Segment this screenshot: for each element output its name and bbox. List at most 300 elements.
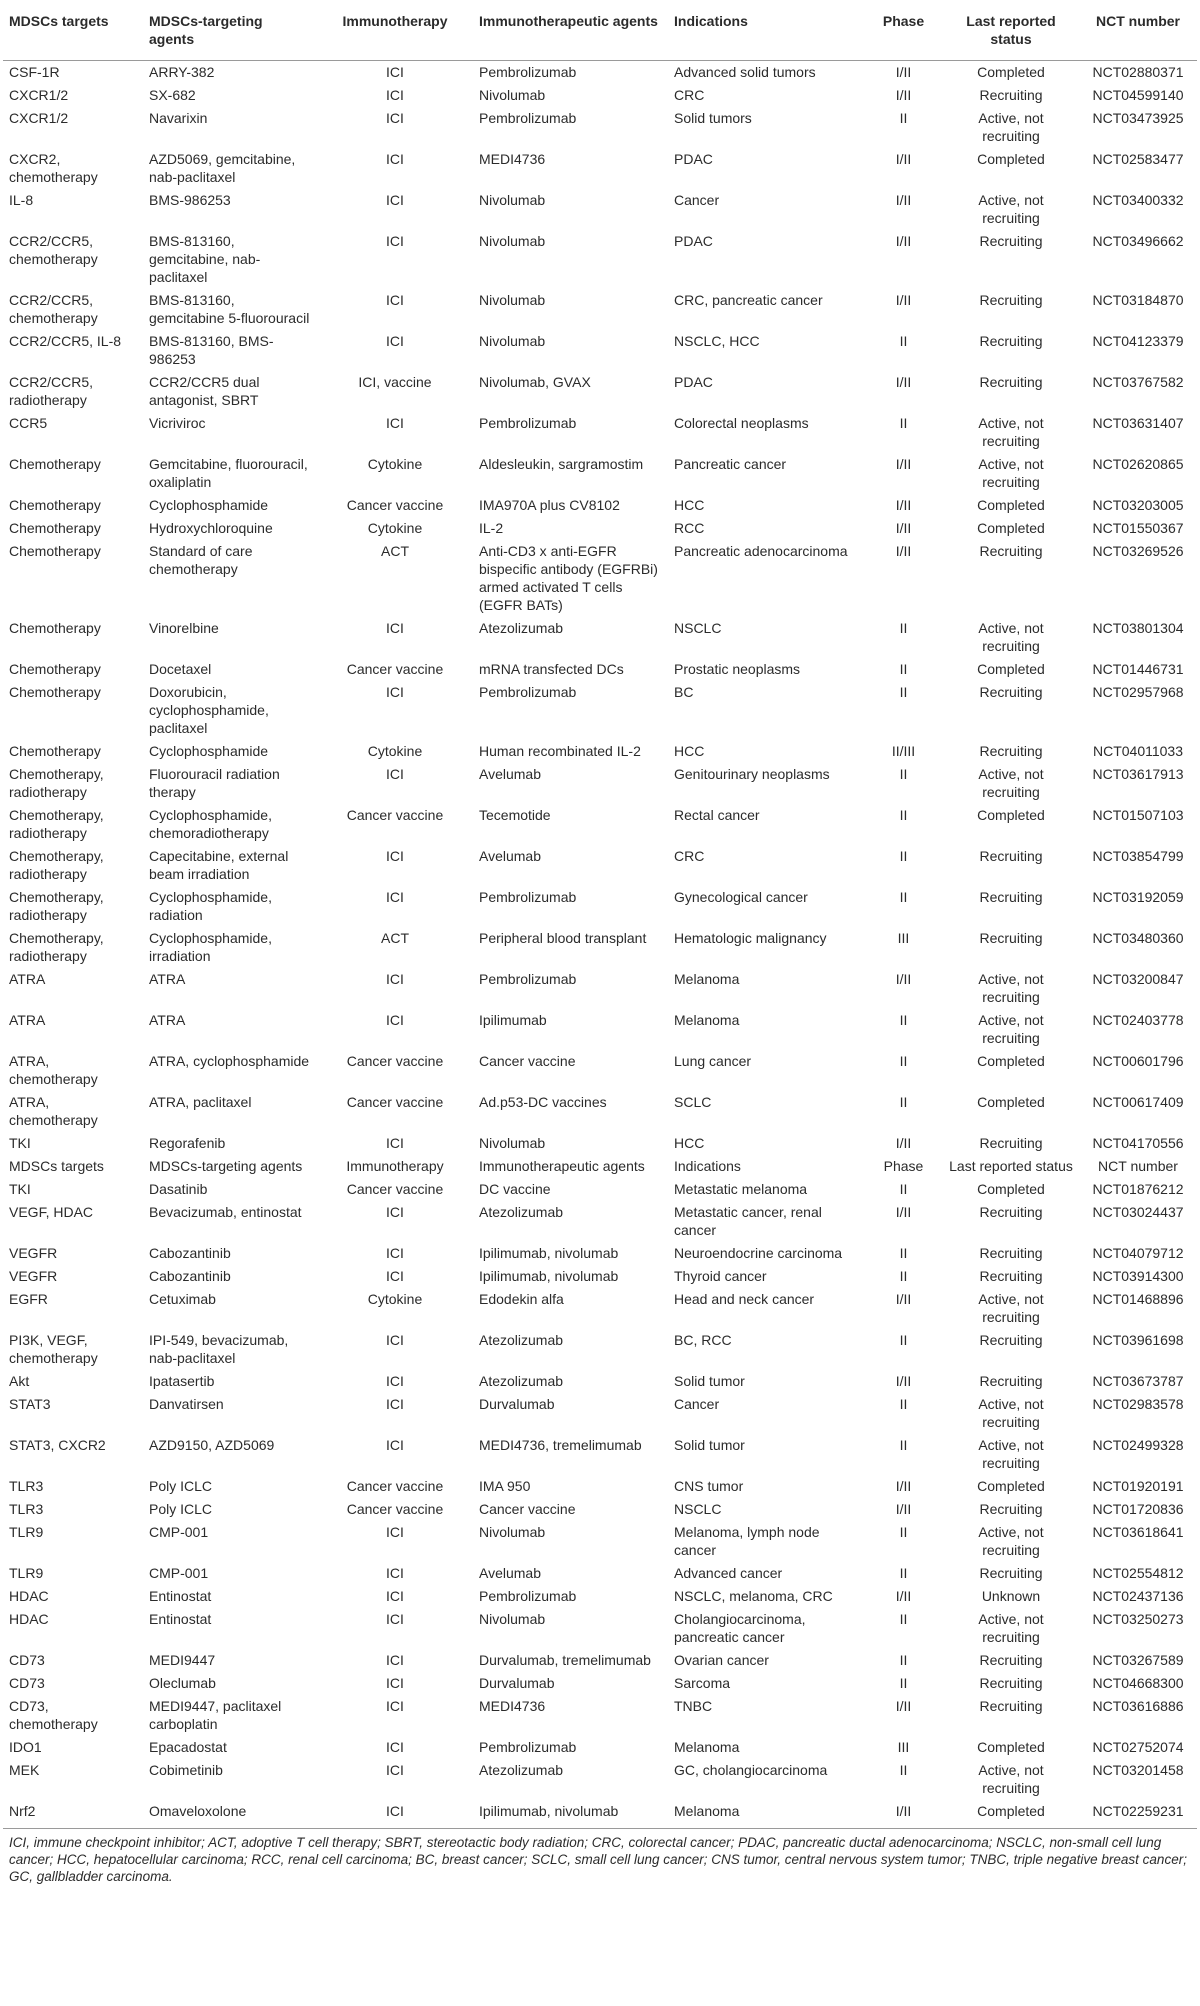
cell-status: Active, not recruiting: [978, 456, 1044, 490]
cell-phase: I/II: [895, 1698, 912, 1714]
table-row: [3, 1132, 1197, 1155]
cell-status: Recruiting: [979, 87, 1043, 103]
cell-status: Recruiting: [979, 1652, 1043, 1668]
cell-mdscs-target: Nrf2: [3, 1800, 143, 1829]
cell-status: Completed: [977, 1181, 1045, 1197]
cell-mdscs-target: Chemotherapy, radiotherapy: [9, 766, 104, 800]
table-row: [3, 1672, 1197, 1695]
table-row: [3, 1800, 1197, 1829]
cell-nct-number: NCT04170556: [1092, 1135, 1184, 1151]
table-row: [3, 1178, 1197, 1201]
cell-nct-number: NCT03473925: [1092, 110, 1184, 126]
header-immunotherapeutic-agents: Immunotherapeutic agents: [473, 0, 668, 61]
cell-status: Active, not recruiting: [978, 1437, 1044, 1471]
cell-status: Completed: [977, 1478, 1045, 1494]
table-row: [3, 804, 1197, 845]
cell-immunotherapy: Cytokine: [367, 1291, 423, 1307]
cell-phase: II: [899, 889, 908, 905]
cell-immunotherapy: Cytokine: [367, 743, 423, 759]
cell-phase: I/II: [895, 1204, 912, 1220]
cell-nct-number: NCT03201458: [1092, 1762, 1184, 1778]
cell-mdscs-target: CCR2/CCR5, chemotherapy: [9, 292, 98, 326]
cell-nct-number: NCT03618641: [1092, 1524, 1184, 1540]
cell-mdscs-target: TLR9: [9, 1524, 44, 1540]
cell-phase: I/II: [895, 64, 912, 80]
cell-mdscs-target: Chemotherapy: [9, 684, 101, 700]
cell-nct-number: NCT03269526: [1092, 543, 1184, 559]
table-row: [3, 681, 1197, 740]
cell-mdscs-target: CXCR1/2: [9, 87, 69, 103]
table-row: [3, 1695, 1197, 1736]
cell-status: Recruiting: [979, 1565, 1043, 1581]
cell-phase: II: [899, 1094, 908, 1110]
cell-immunotherapy: ICI: [386, 1373, 404, 1389]
cell-phase: II: [899, 1332, 908, 1348]
cell-phase: II: [899, 1652, 908, 1668]
cell-mdscs-target: STAT3: [9, 1396, 51, 1412]
cell-status: Recruiting: [979, 848, 1043, 864]
cell-immunotherapeutic-agent: Nivolumab: [479, 233, 546, 249]
cell-immunotherapy: ICI: [386, 1611, 404, 1627]
cell-mdscs-target: Chemotherapy, radiotherapy: [9, 807, 104, 841]
table-row: [3, 968, 1197, 1009]
cell-immunotherapy: ICI: [386, 333, 404, 349]
table-row: [3, 1265, 1197, 1288]
cell-mdscs-target: TKI: [9, 1135, 31, 1151]
cell-targeting-agent: Cyclophosphamide: [149, 497, 269, 513]
cell-immunotherapeutic-agent: Ipilimumab, nivolumab: [473, 1800, 668, 1829]
cell-nct-number: NCT02554812: [1092, 1565, 1184, 1581]
cell-indication: Hematologic malignancy: [674, 930, 827, 946]
cell-immunotherapeutic-agent: Avelumab: [479, 848, 542, 864]
cell-targeting-agent: AZD9150, AZD5069: [149, 1437, 275, 1453]
cell-status: Unknown: [981, 1588, 1041, 1604]
cell-indication: SCLC: [674, 1094, 712, 1110]
cell-mdscs-target: Chemotherapy, radiotherapy: [9, 930, 104, 964]
cell-indication: PDAC: [674, 374, 713, 390]
cell-mdscs-target: HDAC: [9, 1611, 49, 1627]
cell-nct-number: NCT04011033: [1092, 743, 1184, 759]
cell-immunotherapeutic-agent: Ipilimumab, nivolumab: [479, 1245, 619, 1261]
cell-status: Active, not recruiting: [978, 620, 1044, 654]
cell-status: Recruiting: [979, 1332, 1043, 1348]
cell-status: Recruiting: [979, 292, 1043, 308]
cell-targeting-agent: Navarixin: [149, 110, 208, 126]
cell-targeting-agent: MEDI9447, paclitaxel carboplatin: [149, 1698, 282, 1732]
cell-immunotherapy: ICI: [386, 192, 404, 208]
cell-status: Active, not recruiting: [978, 1396, 1044, 1430]
cell-immunotherapeutic-agent: Nivolumab: [479, 87, 546, 103]
cell-phase: II: [899, 1565, 908, 1581]
cell-immunotherapeutic-agent: MEDI4736: [479, 1698, 546, 1714]
cell-indication: HCC: [674, 743, 705, 759]
cell-targeting-agent: Vinorelbine: [149, 620, 219, 636]
cell-targeting-agent: BMS-813160, gemcitabine 5-fluorouracil: [149, 292, 310, 326]
table-row: [3, 1288, 1197, 1329]
cell-immunotherapy: ICI: [386, 1012, 404, 1028]
cell-targeting-agent: Cyclophosphamide, radiation: [149, 889, 272, 923]
cell-indication: Melanoma: [668, 1800, 863, 1829]
cell-phase: II: [899, 1762, 908, 1778]
cell-indication: CRC, pancreatic cancer: [674, 292, 823, 308]
cell-immunotherapeutic-agent: Pembrolizumab: [479, 1739, 577, 1755]
cell-indication: Advanced cancer: [674, 1565, 783, 1581]
cell-targeting-agent: Doxorubicin, cyclophosphamide, paclitaxel: [149, 684, 269, 736]
cell-immunotherapy: ICI: [386, 151, 404, 167]
cell-nct-number: NCT02499328: [1092, 1437, 1184, 1453]
cell-nct-number: NCT01920191: [1092, 1478, 1184, 1494]
cell-indication: Melanoma, lymph node cancer: [674, 1524, 820, 1558]
cell-phase: Phase: [883, 1158, 924, 1174]
cell-nct-number: NCT03400332: [1092, 192, 1184, 208]
cell-status: Recruiting: [979, 1698, 1043, 1714]
table-row: [3, 1521, 1197, 1562]
cell-nct-number: NCT01446731: [1092, 661, 1184, 677]
cell-status: Active, not recruiting: [978, 1762, 1044, 1796]
cell-nct-number: NCT04079712: [1092, 1245, 1184, 1261]
cell-immunotherapeutic-agent: Pembrolizumab: [479, 1588, 577, 1604]
cell-mdscs-target: CD73: [9, 1652, 45, 1668]
cell-immunotherapy: ICI: [386, 1524, 404, 1540]
table-row: [3, 189, 1197, 230]
cell-phase: I/II: [895, 543, 912, 559]
table-row: [3, 740, 1197, 763]
cell-targeting-agent: Standard of care chemotherapy: [149, 543, 253, 577]
table-row: [3, 1608, 1197, 1649]
cell-status: Active, not recruiting: [978, 1291, 1044, 1325]
cell-nct-number: NCT03184870: [1092, 292, 1184, 308]
cell-nct-number: NCT01550367: [1092, 520, 1184, 536]
cell-status: Completed: [977, 1094, 1045, 1110]
cell-immunotherapy: ICI: [386, 292, 404, 308]
cell-immunotherapy: ICI: [386, 971, 404, 987]
table-row: [3, 886, 1197, 927]
cell-nct-number: NCT03673787: [1092, 1373, 1184, 1389]
header-phase: Phase: [863, 0, 943, 61]
cell-targeting-agent: Capecitabine, external beam irradiation: [149, 848, 289, 882]
cell-status: Recruiting: [979, 333, 1043, 349]
cell-immunotherapeutic-agent: Nivolumab: [479, 1135, 546, 1151]
cell-mdscs-target: CD73, chemotherapy: [9, 1698, 98, 1732]
cell-nct-number: NCT number: [1098, 1158, 1178, 1174]
cell-indication: Solid tumor: [674, 1437, 745, 1453]
table-row: [3, 845, 1197, 886]
repeated-header-row: [3, 1155, 1197, 1178]
cell-immunotherapy: Cancer vaccine: [346, 497, 444, 513]
cell-indication: HCC: [674, 1135, 705, 1151]
cell-targeting-agent: BMS-813160, gemcitabine, nab-paclitaxel: [149, 233, 261, 285]
header-mdscs-targeting-agents: MDSCs-targeting agents: [143, 0, 316, 61]
cell-immunotherapy: ICI: [386, 889, 404, 905]
cell-phase: I/II: [895, 1135, 912, 1151]
header-mdscs-targets: MDSCs targets: [3, 0, 143, 61]
cell-indication: Thyroid cancer: [674, 1268, 767, 1284]
cell-phase: II: [899, 620, 908, 636]
cell-indication: Gynecological cancer: [674, 889, 808, 905]
cell-immunotherapy: ACT: [381, 930, 409, 946]
cell-immunotherapy: ICI: [386, 1245, 404, 1261]
cell-targeting-agent: CCR2/CCR5 dual antagonist, SBRT: [149, 374, 260, 408]
cell-nct-number: NCT02880371: [1092, 64, 1184, 80]
cell-phase: II: [899, 1053, 908, 1069]
cell-immunotherapy: ICI: [386, 848, 404, 864]
cell-phase: I/II: [895, 233, 912, 249]
cell-indication: Melanoma: [674, 1012, 740, 1028]
cell-immunotherapy: Cancer vaccine: [346, 1501, 444, 1517]
cell-indication: Solid tumors: [674, 110, 752, 126]
cell-indication: TNBC: [674, 1698, 713, 1714]
cell-immunotherapy: Cancer vaccine: [346, 1478, 444, 1494]
cell-immunotherapy: ICI: [386, 1204, 404, 1220]
cell-mdscs-target: VEGFR: [9, 1245, 58, 1261]
cell-mdscs-target: CD73: [9, 1675, 45, 1691]
cell-immunotherapy: ICI: [386, 1268, 404, 1284]
cell-mdscs-target: CXCR2, chemotherapy: [9, 151, 98, 185]
table-row: [3, 1091, 1197, 1132]
clinical-trials-table-container: [3, 0, 1197, 1885]
cell-nct-number: NCT03617913: [1092, 766, 1184, 782]
header-immunotherapy: Immunotherapy: [316, 0, 473, 61]
cell-indication: Indications: [674, 1158, 741, 1174]
cell-status: Recruiting: [979, 1135, 1043, 1151]
cell-status: Recruiting: [979, 1501, 1043, 1517]
cell-indication: CRC: [674, 87, 705, 103]
cell-status: Completed: [977, 497, 1045, 513]
cell-phase: II: [899, 766, 908, 782]
cell-phase: I/II: [895, 374, 912, 390]
cell-phase: III: [897, 930, 910, 946]
cell-indication: Lung cancer: [674, 1053, 752, 1069]
cell-targeting-agent: IPI-549, bevacizumab, nab-paclitaxel: [149, 1332, 289, 1366]
cell-phase: II: [899, 1012, 908, 1028]
cell-nct-number: NCT03267589: [1092, 1652, 1184, 1668]
cell-indication: Cholangiocarcinoma, pancreatic cancer: [674, 1611, 806, 1645]
cell-phase: I/II: [895, 151, 912, 167]
cell-phase: II: [899, 110, 908, 126]
cell-targeting-agent: Fluorouracil radiation therapy: [149, 766, 280, 800]
cell-nct-number: NCT03801304: [1092, 620, 1184, 636]
cell-targeting-agent: Entinostat: [149, 1611, 212, 1627]
cell-nct-number: NCT04599140: [1092, 87, 1184, 103]
cell-nct-number: NCT04668300: [1092, 1675, 1184, 1691]
cell-indication: Rectal cancer: [674, 807, 760, 823]
cell-immunotherapy: ICI: [316, 1800, 473, 1829]
table-footnote: ICI, immune checkpoint inhibitor; ACT, adoptive T cell therapy; SBRT, stereotactic body radiation; CRC, colorectal cancer; PDAC, pancreatic ductal adenocarcinoma; NSCLC, non-small cell lung cancer; HCC, hepatocellular carcinoma; RCC, renal cell carcinoma; BC, breast cancer; SCLC, small cell lung cancer; CNS tumor, central nervous system tumor; TNBC, triple negative breast cancer; GC, gallbladder carcinoma.: [9, 1835, 1187, 1884]
table-row: [3, 148, 1197, 189]
cell-mdscs-target: IL-8: [9, 192, 34, 208]
cell-indication: Cancer: [674, 192, 720, 208]
table-row: [3, 1434, 1197, 1475]
cell-immunotherapy: ICI: [386, 233, 404, 249]
cell-immunotherapeutic-agent: Pembrolizumab: [479, 415, 577, 431]
cell-nct-number: NCT03192059: [1092, 889, 1184, 905]
cell-immunotherapy: ICI: [386, 1588, 404, 1604]
cell-mdscs-target: CXCR1/2: [9, 110, 69, 126]
cell-phase: I/II: [895, 456, 912, 472]
cell-phase: I/II: [895, 1373, 912, 1389]
cell-status: Recruiting: [979, 233, 1043, 249]
header-last-reported-status: Last reported status: [943, 0, 1078, 61]
cell-phase: I/II: [895, 1291, 912, 1307]
cell-targeting-agent: Bevacizumab, entinostat: [149, 1204, 302, 1220]
cell-status: Active, not recruiting: [978, 1611, 1044, 1645]
cell-status: Recruiting: [979, 1245, 1043, 1261]
cell-immunotherapeutic-agent: Avelumab: [479, 766, 542, 782]
cell-status: Completed: [977, 1053, 1045, 1069]
cell-nct-number: NCT04123379: [1092, 333, 1184, 349]
cell-indication: NSCLC: [674, 620, 722, 636]
cell-immunotherapeutic-agent: Ipilimumab: [479, 1012, 547, 1028]
header-row: [3, 0, 1197, 61]
cell-nct-number: NCT03767582: [1092, 374, 1184, 390]
cell-immunotherapy: ICI: [386, 1739, 404, 1755]
cell-mdscs-target: Chemotherapy: [9, 520, 101, 536]
cell-immunotherapy: ICI: [386, 1396, 404, 1412]
cell-targeting-agent: BMS-813160, BMS-986253: [149, 333, 274, 367]
cell-targeting-agent: Omaveloxolone: [143, 1800, 316, 1829]
cell-immunotherapeutic-agent: Anti-CD3 x anti-EGFR bispecific antibody (EGFRBi) armed activated T cells (EGFR BATs): [479, 543, 658, 613]
cell-immunotherapeutic-agent: Tecemotide: [479, 807, 551, 823]
cell-mdscs-target: EGFR: [9, 1291, 48, 1307]
cell-immunotherapy: ICI: [386, 684, 404, 700]
cell-immunotherapeutic-agent: Pembrolizumab: [479, 110, 577, 126]
cell-nct-number: NCT02437136: [1092, 1588, 1184, 1604]
cell-immunotherapeutic-agent: Immunotherapeutic agents: [479, 1158, 645, 1174]
cell-indication: PDAC: [674, 151, 713, 167]
cell-immunotherapeutic-agent: Nivolumab: [479, 1611, 546, 1627]
cell-targeting-agent: ARRY-382: [149, 64, 215, 80]
cell-immunotherapy: ICI: [386, 87, 404, 103]
cell-phase: II: [899, 684, 908, 700]
cell-immunotherapy: Cancer vaccine: [346, 661, 444, 677]
cell-immunotherapy: ICI: [386, 1332, 404, 1348]
cell-targeting-agent: SX-682: [149, 87, 196, 103]
cell-phase: II: [899, 333, 908, 349]
cell-status: Active, not recruiting: [978, 1524, 1044, 1558]
cell-immunotherapy: Cancer vaccine: [346, 807, 444, 823]
cell-targeting-agent: Cabozantinib: [149, 1245, 231, 1261]
cell-nct-number: NCT02752074: [1092, 1739, 1184, 1755]
cell-immunotherapeutic-agent: Atezolizumab: [479, 1762, 564, 1778]
cell-immunotherapeutic-agent: Durvalumab: [479, 1675, 555, 1691]
cell-nct-number: NCT03250273: [1092, 1611, 1184, 1627]
cell-immunotherapy: ICI: [386, 1698, 404, 1714]
cell-mdscs-target: STAT3, CXCR2: [9, 1437, 106, 1453]
cell-immunotherapeutic-agent: Cancer vaccine: [479, 1501, 576, 1517]
cell-status: Recruiting: [979, 743, 1043, 759]
cell-mdscs-target: ATRA: [9, 971, 46, 987]
cell-immunotherapy: ICI: [386, 1762, 404, 1778]
cell-immunotherapeutic-agent: Pembrolizumab: [479, 889, 577, 905]
cell-indication: Head and neck cancer: [674, 1291, 815, 1307]
cell-status: Completed: [977, 151, 1045, 167]
cell-indication: Sarcoma: [674, 1675, 731, 1691]
cell-immunotherapy: ICI: [386, 1652, 404, 1668]
cell-indication: Advanced solid tumors: [674, 64, 816, 80]
cell-immunotherapy: Cytokine: [367, 520, 423, 536]
cell-status: Completed: [977, 1739, 1045, 1755]
cell-targeting-agent: Cetuximab: [149, 1291, 216, 1307]
cell-targeting-agent: Cyclophosphamide, chemoradiotherapy: [149, 807, 272, 841]
cell-immunotherapeutic-agent: Pembrolizumab: [479, 971, 577, 987]
clinical-trials-table: [3, 0, 1197, 1829]
cell-mdscs-target: TKI: [9, 1181, 31, 1197]
cell-nct-number: NCT00601796: [1092, 1053, 1184, 1069]
cell-mdscs-target: MDSCs targets: [9, 1158, 104, 1174]
cell-phase: I/II: [895, 1501, 912, 1517]
cell-indication: RCC: [674, 520, 705, 536]
cell-targeting-agent: CMP-001: [149, 1524, 209, 1540]
cell-immunotherapeutic-agent: Aldesleukin, sargramostim: [479, 456, 644, 472]
cell-phase: II: [899, 1437, 908, 1453]
cell-status: Last reported status: [949, 1158, 1073, 1174]
table-row: [3, 763, 1197, 804]
cell-indication: CRC: [674, 848, 705, 864]
cell-nct-number: NCT03961698: [1092, 1332, 1184, 1348]
cell-indication: Ovarian cancer: [674, 1652, 769, 1668]
cell-mdscs-target: CCR2/CCR5, IL-8: [9, 333, 122, 349]
table-row: [3, 927, 1197, 968]
cell-immunotherapy: ACT: [381, 543, 409, 559]
cell-status: Active, not recruiting: [978, 415, 1044, 449]
cell-nct-number: NCT03631407: [1092, 415, 1184, 431]
cell-mdscs-target: VEGF, HDAC: [9, 1204, 94, 1220]
cell-indication: Melanoma: [674, 971, 740, 987]
cell-immunotherapeutic-agent: Nivolumab, GVAX: [479, 374, 591, 390]
cell-nct-number: NCT03203005: [1092, 497, 1184, 513]
cell-nct-number: NCT02403778: [1092, 1012, 1184, 1028]
cell-nct-number: NCT03024437: [1092, 1204, 1184, 1220]
cell-phase: II: [899, 1181, 908, 1197]
cell-targeting-agent: Hydroxychloroquine: [149, 520, 273, 536]
table-row: [3, 540, 1197, 617]
cell-immunotherapeutic-agent: Nivolumab: [479, 333, 546, 349]
cell-indication: HCC: [674, 497, 705, 513]
cell-indication: GC, cholangiocarcinoma: [674, 1762, 828, 1778]
cell-nct-number: NCT02983578: [1092, 1396, 1184, 1412]
cell-status: Recruiting: [979, 1268, 1043, 1284]
cell-immunotherapeutic-agent: MEDI4736, tremelimumab: [479, 1437, 642, 1453]
cell-immunotherapy: ICI: [386, 110, 404, 126]
cell-phase: I/II: [895, 971, 912, 987]
cell-targeting-agent: Cobimetinib: [149, 1762, 223, 1778]
cell-phase: II: [899, 848, 908, 864]
cell-mdscs-target: ATRA, chemotherapy: [9, 1053, 98, 1087]
cell-status: Completed: [943, 1800, 1078, 1829]
cell-immunotherapeutic-agent: Peripheral blood transplant: [479, 930, 647, 946]
cell-indication: Solid tumor: [674, 1373, 745, 1389]
cell-indication: NSCLC, HCC: [674, 333, 760, 349]
table-row: [3, 230, 1197, 289]
cell-mdscs-target: Chemotherapy, radiotherapy: [9, 889, 104, 923]
cell-immunotherapeutic-agent: DC vaccine: [479, 1181, 551, 1197]
cell-immunotherapy: ICI: [386, 766, 404, 782]
cell-targeting-agent: ATRA: [149, 1012, 186, 1028]
cell-nct-number: NCT03854799: [1092, 848, 1184, 864]
cell-status: Completed: [977, 807, 1045, 823]
cell-indication: Neuroendocrine carcinoma: [674, 1245, 843, 1261]
cell-mdscs-target: Chemotherapy: [9, 497, 101, 513]
cell-nct-number: NCT02583477: [1092, 151, 1184, 167]
cell-phase: III: [897, 1739, 910, 1755]
table-row: [3, 494, 1197, 517]
cell-immunotherapy: ICI: [386, 64, 404, 80]
cell-nct-number: NCT03480360: [1092, 930, 1184, 946]
cell-nct-number: NCT01720836: [1092, 1501, 1184, 1517]
cell-phase: II: [899, 1268, 908, 1284]
cell-targeting-agent: CMP-001: [149, 1565, 209, 1581]
table-row: [3, 658, 1197, 681]
